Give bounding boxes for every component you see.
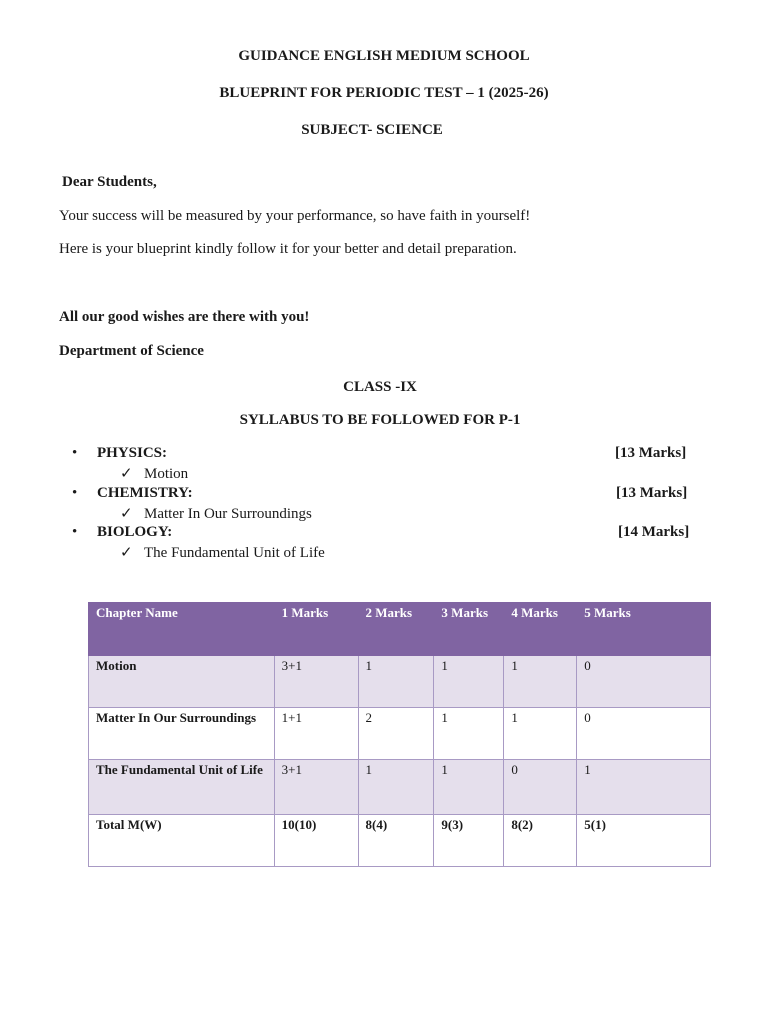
- letter-line-1: Your success will be measured by your performance, so have faith in yourself!: [59, 208, 531, 224]
- table-cell: 3+1: [274, 656, 358, 708]
- subject-title: SUBJECT- SCIENCE: [301, 122, 443, 138]
- table-cell: 1: [504, 656, 577, 708]
- total-label-cell: Total M(W): [89, 815, 275, 867]
- table-cell: 9(3): [434, 815, 504, 867]
- syllabus-item-chemistry: [72, 485, 692, 505]
- syllabus-chapter-chemistry: [120, 504, 312, 523]
- bullet-icon: •: [72, 524, 78, 540]
- syllabus-marks: [13 Marks]: [615, 445, 687, 461]
- table-cell: 1: [434, 760, 504, 815]
- syllabus-chapter-biology: [120, 543, 325, 562]
- syllabus-title: SYLLABUS TO BE FOLLOWED FOR P-1: [239, 412, 521, 428]
- table-cell: 1: [358, 656, 434, 708]
- table-cell: 5(1): [577, 815, 711, 867]
- table-cell: 8(2): [504, 815, 577, 867]
- table-cell: 0: [504, 760, 577, 815]
- table-cell: 0: [577, 708, 711, 760]
- table-cell: 2: [358, 708, 434, 760]
- check-icon: ✓: [120, 506, 133, 522]
- column-header: 2 Marks: [358, 603, 434, 656]
- syllabus-chapter: Matter In Our Surroundings: [144, 506, 312, 522]
- table-cell: 1: [434, 708, 504, 760]
- syllabus-subject: BIOLOGY:: [97, 524, 173, 540]
- table-row: [89, 760, 711, 815]
- letter-line-2: Here is your blueprint kindly follow it for your better and detail preparation.: [59, 241, 517, 257]
- syllabus-chapter: The Fundamental Unit of Life: [144, 545, 325, 561]
- school-name: GUIDANCE ENGLISH MEDIUM SCHOOL: [238, 48, 530, 64]
- table-row-total: [89, 815, 711, 867]
- check-icon: ✓: [120, 545, 133, 561]
- table-cell: 1: [434, 656, 504, 708]
- good-wishes: All our good wishes are there with you!: [59, 309, 310, 325]
- table-cell: 1: [358, 760, 434, 815]
- table-row: [89, 656, 711, 708]
- syllabus-marks: [14 Marks]: [618, 524, 690, 540]
- table-row: [89, 708, 711, 760]
- blueprint-title: BLUEPRINT FOR PERIODIC TEST – 1 (2025-26): [219, 85, 549, 101]
- syllabus-subject: CHEMISTRY:: [97, 485, 193, 501]
- column-header: Chapter Name: [89, 603, 275, 656]
- table-cell: 8(4): [358, 815, 434, 867]
- table-cell: 3+1: [274, 760, 358, 815]
- syllabus-marks: [13 Marks]: [616, 485, 688, 501]
- table-cell: 0: [577, 656, 711, 708]
- chapter-name-cell: Motion: [89, 656, 275, 708]
- syllabus-chapter-physics: [120, 464, 188, 483]
- table-header-row: [89, 603, 711, 656]
- table-cell: 1: [504, 708, 577, 760]
- syllabus-item-biology: [72, 524, 692, 544]
- chapter-name-cell: The Fundamental Unit of Life: [89, 760, 275, 815]
- blueprint-table: [88, 602, 711, 867]
- bullet-icon: •: [72, 485, 78, 501]
- table-cell: 1: [577, 760, 711, 815]
- syllabus-item-physics: [72, 445, 692, 465]
- column-header: 4 Marks: [504, 603, 577, 656]
- class-label: CLASS -IX: [343, 379, 417, 395]
- column-header: 3 Marks: [434, 603, 504, 656]
- table-cell: 10(10): [274, 815, 358, 867]
- greeting: Dear Students,: [62, 174, 157, 190]
- column-header: 5 Marks: [577, 603, 711, 656]
- syllabus-subject: PHYSICS:: [97, 445, 168, 461]
- check-icon: ✓: [120, 466, 133, 482]
- department: Department of Science: [59, 343, 204, 359]
- column-header: 1 Marks: [274, 603, 358, 656]
- table-cell: 1+1: [274, 708, 358, 760]
- syllabus-chapter: Motion: [144, 466, 189, 482]
- chapter-name-cell: Matter In Our Surroundings: [89, 708, 275, 760]
- bullet-icon: •: [72, 445, 78, 461]
